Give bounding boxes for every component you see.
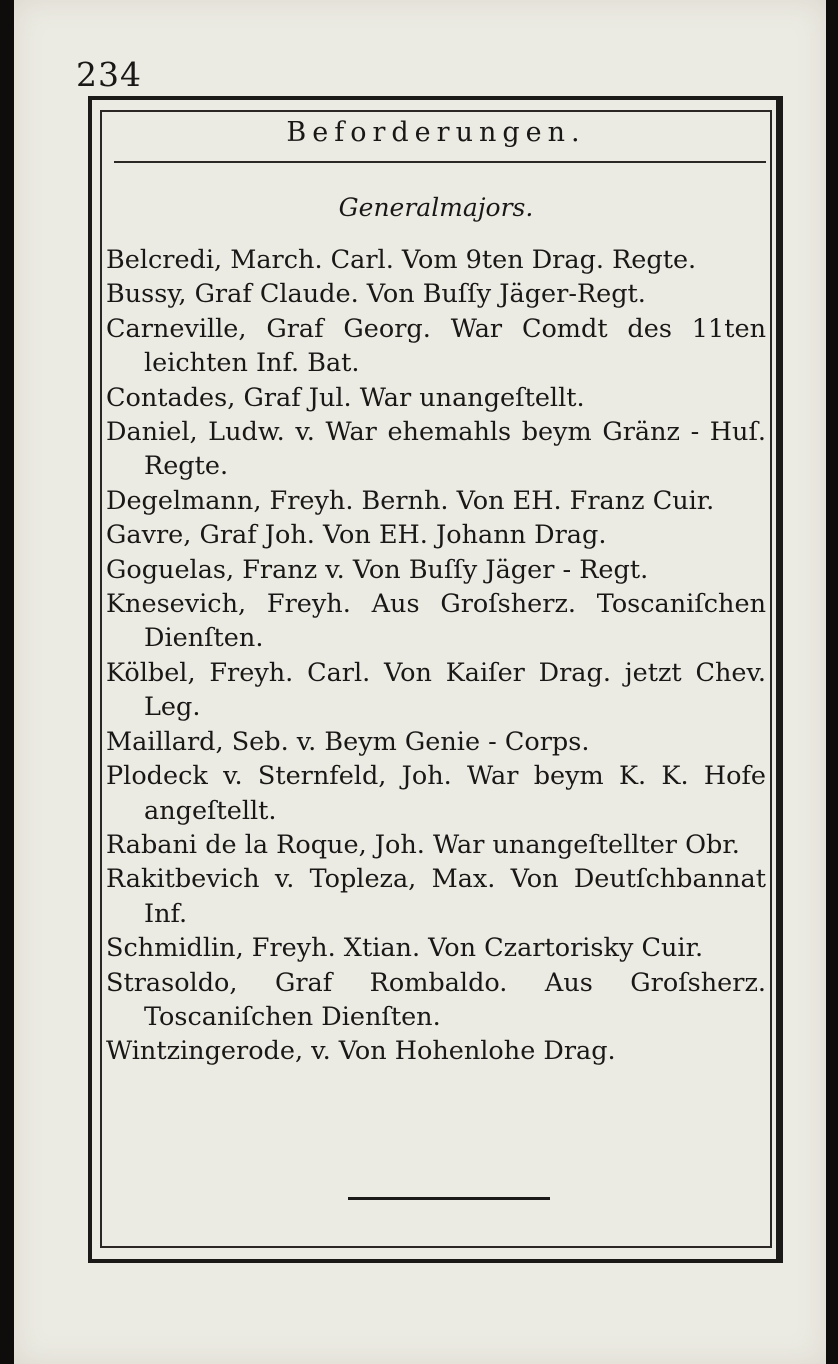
list-entry: Rakitbevich v. Topleza, Max. Von Deutſchbannat Inf. [106,864,766,929]
promotion-list [106,243,766,1069]
section-heading: Beforderungen. [286,117,586,148]
list-entry: Contades, Graf Jul. War unangeſtellt. [106,382,585,413]
heading-rule [114,161,766,163]
list-entry: Bussy, Graf Claude. Von Buſſy Jäger-Regt. [106,279,646,310]
list-entry: Belcredi, March. Carl. Vom 9ten Drag. Regte. [106,245,697,275]
list-entry: Maillard, Seb. v. Beym Genie - Corps. [106,726,590,757]
list-entry: Rabani de la Roque, Joh. War unangeſtellter Obr. [106,829,740,860]
list-entry: Plodeck v. Sternfeld, Joh. War beym K. K. Hofe angeſtellt. [106,761,766,826]
list-entry: Schmidlin, Freyh. Xtian. Von Czartorisky Cuir. [106,933,704,964]
list-entry: Wintzingerode, v. Von Hohenlohe Drag. [106,1036,616,1067]
closing-rule [348,1197,550,1200]
list-entry: Daniel, Ludw. v. War ehemahls beym Gränz - Huſ. Regte. [106,417,766,482]
page-edge-shadow [826,0,838,1364]
list-entry: Gavre, Graf Joh. Von EH. Johann Drag. [106,520,607,551]
page-number: 234 [76,55,142,94]
list-entry: Degelmann, Freyh. Bernh. Von EH. Franz Cuir. [106,485,715,516]
rank-subheading: Generalmajors. [338,193,534,222]
list-entry: Strasoldo, Graf Rombaldo. Aus Groſsherz. Toscaniſchen Dienſten. [106,967,766,1032]
list-entry: Kölbel, Freyh. Carl. Von Kaiſer Drag. jetzt Chev. Leg. [106,657,766,723]
list-entry: Goguelas, Franz v. Von Buſſy Jäger - Regt. [106,554,649,585]
list-entry: Carneville, Graf Georg. War Comdt des 11ten leichten Inf. Bat. [106,313,766,379]
list-entry: Knesevich, Freyh. Aus Groſsherz. Toscaniſchen Dienſten. [106,589,766,654]
